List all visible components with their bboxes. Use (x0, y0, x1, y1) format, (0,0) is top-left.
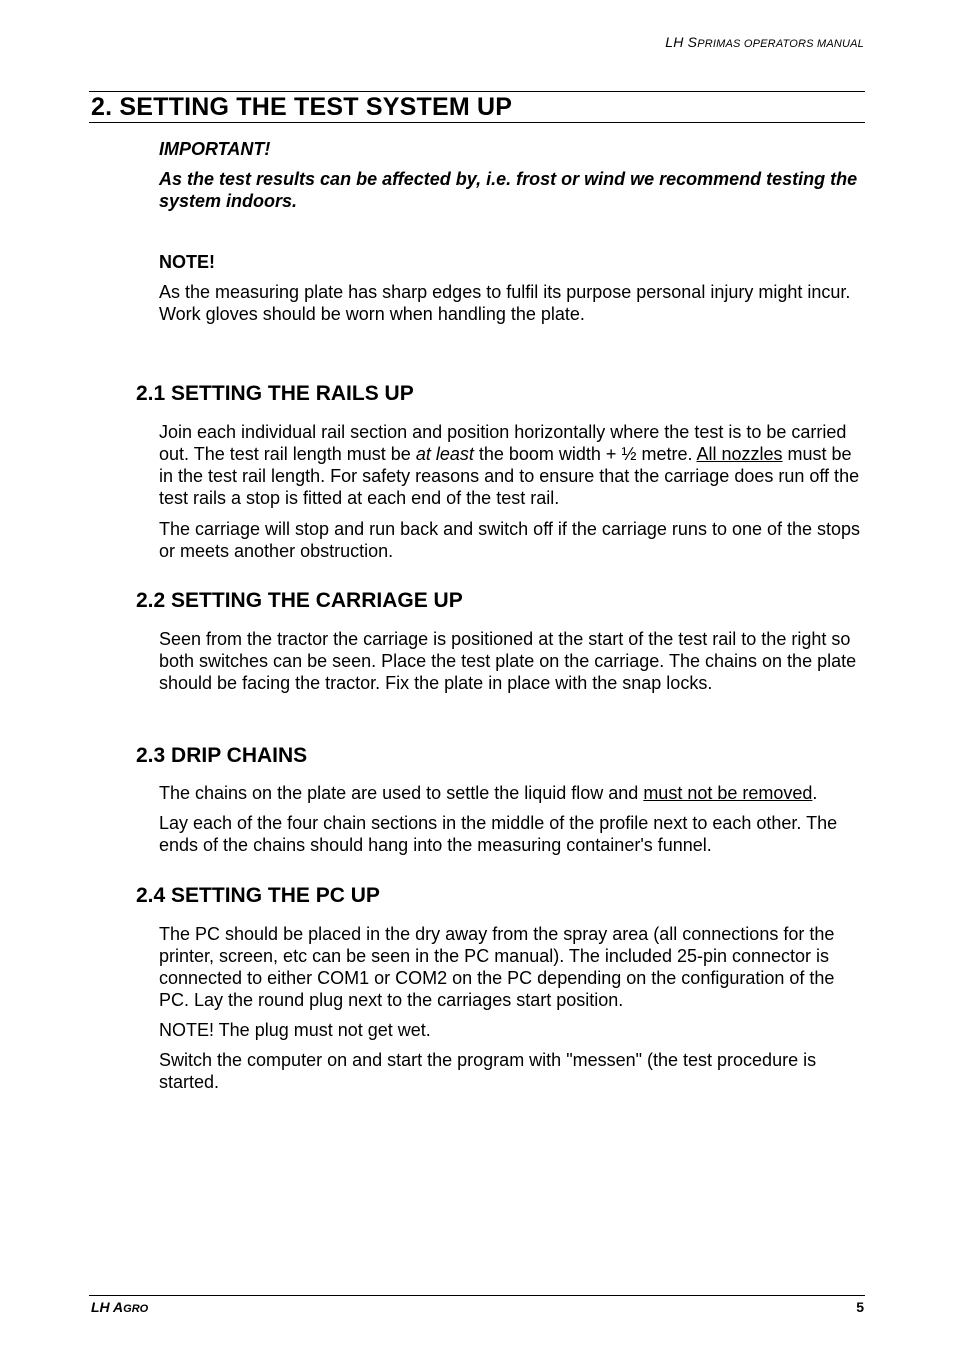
drip-p1-text-a: The chains on the plate are used to settle the liquid flow and (159, 783, 644, 803)
section-heading-carriage: 2.2 SETTING THE CARRIAGE UP (136, 589, 463, 612)
drip-paragraph-2: Lay each of the four chain sections in the middle of the profile next to each other. The ends of the chains should hang into the measuring container's funnel. (159, 813, 838, 855)
chapter-title-bar (89, 91, 865, 123)
section-heading-rails: 2.1 SETTING THE RAILS UP (136, 382, 414, 405)
footer-brand-initial: LH A (91, 1299, 124, 1315)
header-brand-rest: PRIMAS OPERATORS MANUAL (697, 38, 864, 50)
drip-paragraph-1 (159, 782, 869, 804)
note-label: NOTE! (159, 252, 215, 272)
note-text: As the measuring plate has sharp edges to fulfil its purpose personal injury might incur. Work gloves should be worn when handling the plate. (159, 282, 851, 324)
page-number: 5 (856, 1299, 864, 1315)
drip-p1-underline: must not be removed (643, 783, 813, 803)
rails-p1-text-a: Join each individual rail section and position horizontally where the test is to be carried out. The test rail length must be (159, 422, 847, 464)
important-text: As the test results can be affected by, i.e. frost or wind we recommend testing the system indoors. (159, 169, 858, 211)
footer-rule (89, 1295, 865, 1296)
header-brand-initial: LH S (665, 34, 698, 50)
carriage-paragraph-1: Seen from the tractor the carriage is positioned at the start of the test rail to the right so both switches can be seen. Place the test plate on the carriage. The chains on the plate should be facing the tractor. Fix the plate in place with the snap locks. (159, 629, 857, 693)
running-header (665, 34, 864, 50)
footer-brand (91, 1299, 148, 1315)
pc-paragraph-1: The PC should be placed in the dry away from the spray area (all connections for the printer, screen, etc can be seen in the PC manual). The included 25-pin connector is connected to either COM1 or COM2 on the PC depending on the configuration of the PC. Lay the round plug next to the carriages start position. (159, 924, 835, 1010)
pc-paragraph-2: NOTE! The plug must not get wet. (159, 1020, 431, 1040)
footer-brand-rest: GRO (123, 1303, 149, 1315)
section-heading-drip-chains: 2.3 DRIP CHAINS (136, 744, 308, 767)
chapter-title: 2. SETTING THE TEST SYSTEM UP (91, 93, 513, 121)
rails-p1-underline: All nozzles (696, 444, 783, 464)
rails-p1-text-b: the boom width + ½ metre. (473, 444, 697, 464)
pc-paragraph-3: Switch the computer on and start the program with "messen" (the test procedure is started. (159, 1050, 817, 1092)
important-label: IMPORTANT! (159, 139, 271, 159)
rails-paragraph-1 (159, 421, 869, 509)
rails-paragraph-2: The carriage will stop and run back and switch off if the carriage runs to one of the stops or meets another obstruction. (159, 519, 861, 561)
drip-p1-text-b: . (812, 783, 818, 803)
section-heading-pc: 2.4 SETTING THE PC UP (136, 884, 380, 907)
rails-p1-emphasis: at least (415, 444, 474, 464)
rails-p1-text-c: must be in the test rail length. For safety reasons and to ensure that the carriage does run off the test rails a stop is fitted at each end of the test rail. (159, 444, 860, 508)
